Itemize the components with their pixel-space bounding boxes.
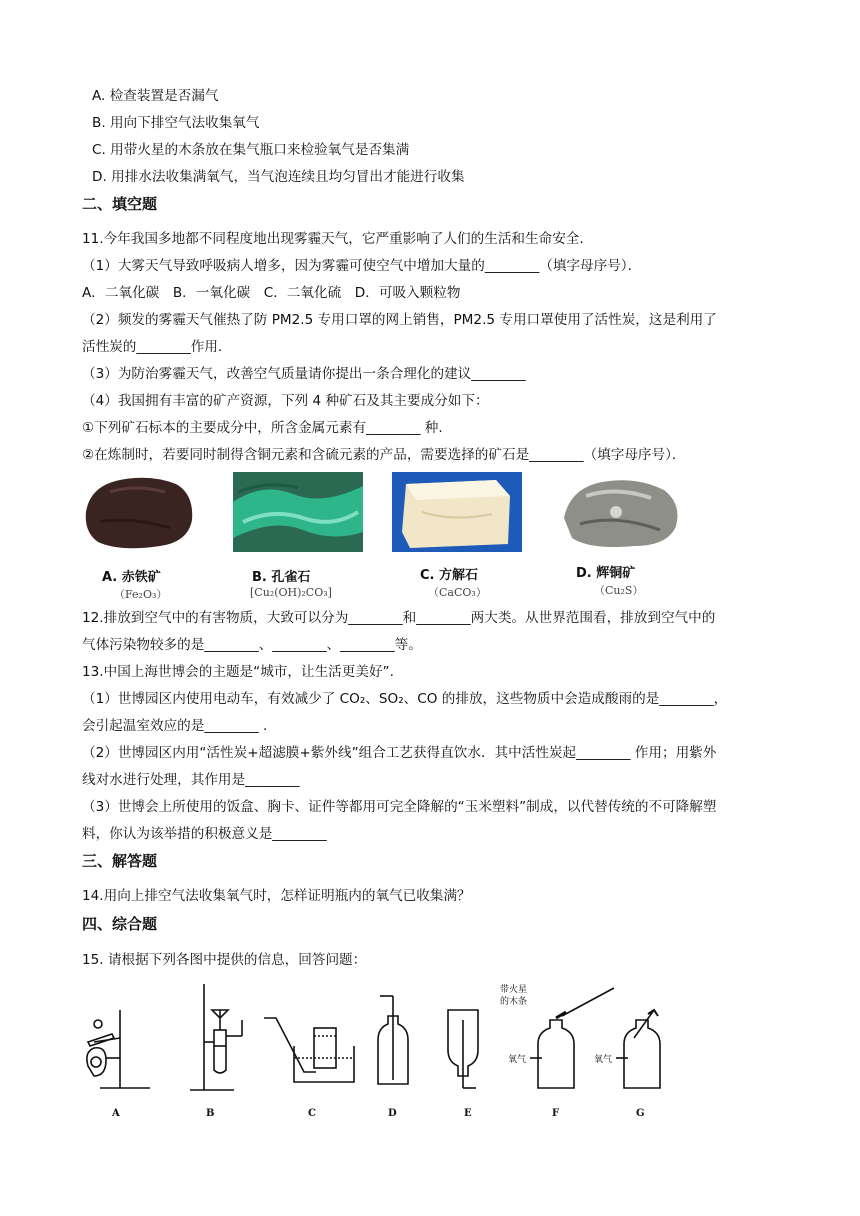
splint-note-1: 带火星 <box>500 985 528 995</box>
q13-part3-line1: （3）世博会上所使用的饭盒、胸卡、证件等都用可完全降解的“玉米塑料”制成，以代替传统的不可降解塑 <box>82 799 717 815</box>
splint-note-2: 的木条 <box>500 997 528 1007</box>
mineral-name: B. 孔雀石 <box>252 570 311 585</box>
mineral-formula: [Cu₂(OH)₂CO₃] <box>250 586 332 599</box>
mineral-name: A. 赤铁矿 <box>102 570 161 585</box>
oxygen-label-f: 氧气 <box>508 1055 527 1065</box>
mineral-malachite <box>232 472 364 599</box>
section-title-comprehensive: 四、综合题 <box>82 915 158 933</box>
apparatus-g-icon <box>616 1010 660 1088</box>
mineral-calcite <box>392 472 522 599</box>
q13-part3-line2: 料，你认为该举措的积极意义是________ <box>82 826 327 842</box>
apparatus-c-icon <box>264 1018 354 1082</box>
q13-part1-line2: 会引起温室效应的是________ . <box>82 718 268 734</box>
q11-part3: （3）为防治雾霾天气，改善空气质量请你提出一条合理化的建议________ <box>82 366 526 382</box>
apparatus-a-icon <box>87 1010 150 1088</box>
apparatus-label: D <box>388 1108 397 1119</box>
q15-stem: 15. 请根据下列各图中提供的信息，回答问题： <box>82 952 367 968</box>
q11-part4-sub2: ②在炼制时，若要同时制得含铜元素和含硫元素的产品，需要选择的矿石是________（填字母序号）． <box>82 447 686 463</box>
q13-part1-line1: （1）世博园区内使用电动车，有效减少了 CO₂、SO₂、CO 的排放，这些物质中会造成酸雨的是________， <box>82 691 728 707</box>
option-d: D. 用排水法收集满氧气，当气泡连续且均匀冒出才能进行收集 <box>92 169 465 185</box>
mineral-name: D. 辉铜矿 <box>576 566 636 581</box>
q11-part4-sub1: ①下列矿石标本的主要成分中，所含金属元素有________ 种. <box>82 420 443 436</box>
mineral-formula: （Cu₂S） <box>594 584 644 597</box>
apparatus-label: C <box>308 1108 316 1119</box>
option-b: B. 用向下排空气法收集氧气 <box>92 115 260 131</box>
apparatus-e-icon <box>448 1010 478 1088</box>
malachite-image <box>232 472 364 552</box>
mineral-hematite <box>80 472 200 601</box>
q14-stem: 14.用向上排空气法收集氧气时，怎样证明瓶内的氧气已收集满？ <box>82 888 471 904</box>
apparatus-d-icon <box>378 996 408 1084</box>
calcite-image <box>392 472 522 552</box>
apparatus-f-icon <box>530 988 614 1088</box>
q11-part1: （1）大雾天气导致呼吸病人增多，因为雾霾可使空气中增加大量的________（填字母序号）． <box>82 258 642 274</box>
apparatus-drawing <box>80 980 680 1120</box>
section-title-answer: 三、解答题 <box>82 852 158 870</box>
apparatus-b-icon <box>190 984 242 1090</box>
apparatus-label: A <box>112 1108 120 1119</box>
q13-part2-line1: （2）世博园区内用“活性炭+超滤膜+紫外线”组合工艺获得直饮水．其中活性炭起________ 作用；用紫外 <box>82 745 717 761</box>
q11-stem: 11.今年我国多地都不同程度地出现雾霾天气，它严重影响了人们的生活和生命安全． <box>82 231 593 247</box>
q11-part1-options: A．二氧化碳 B．一氧化碳 C．二氧化硫 D．可吸入颗粒物 <box>82 285 461 301</box>
option-c: C. 用带火星的木条放在集气瓶口来检验氧气是否集满 <box>92 142 410 158</box>
mineral-name: C. 方解石 <box>420 568 479 583</box>
q12-line1: 12.排放到空气中的有害物质，大致可以分为________和________两大类。从世界范围看，排放到空气中的 <box>82 610 716 626</box>
q11-part4: （4）我国拥有丰富的矿产资源，下列 4 种矿石及其主要成分如下： <box>82 393 489 409</box>
q13-stem: 13.中国上海世博会的主题是“城市，让生活更美好”. <box>82 664 394 680</box>
chalcocite-image <box>556 472 686 552</box>
section-title-fill-in: 二、填空题 <box>82 195 158 213</box>
option-a: A. 检查装置是否漏气 <box>92 88 219 104</box>
apparatus-label: B <box>206 1108 215 1119</box>
q11-part2-line2: 活性炭的________作用． <box>82 339 232 355</box>
apparatus-figure <box>80 980 680 1120</box>
apparatus-label: F <box>552 1108 560 1119</box>
q12-line2: 气体污染物较多的是________、________、________等。 <box>82 637 422 653</box>
mineral-chalcocite <box>556 472 686 597</box>
q13-part2-line2: 线对水进行处理，其作用是________ <box>82 772 300 788</box>
mineral-formula: （Fe₂O₃） <box>114 588 168 601</box>
apparatus-label: E <box>464 1108 472 1119</box>
q11-part2-line1: （2）频发的雾霾天气催热了防 PM2.5 专用口罩的网上销售，PM2.5 专用口罩使用了活性炭，这是利用了 <box>82 312 717 328</box>
apparatus-label: G <box>636 1108 645 1119</box>
oxygen-label-g: 氧气 <box>594 1055 613 1065</box>
mineral-formula: （CaCO₃） <box>428 586 487 599</box>
hematite-image <box>80 472 200 552</box>
